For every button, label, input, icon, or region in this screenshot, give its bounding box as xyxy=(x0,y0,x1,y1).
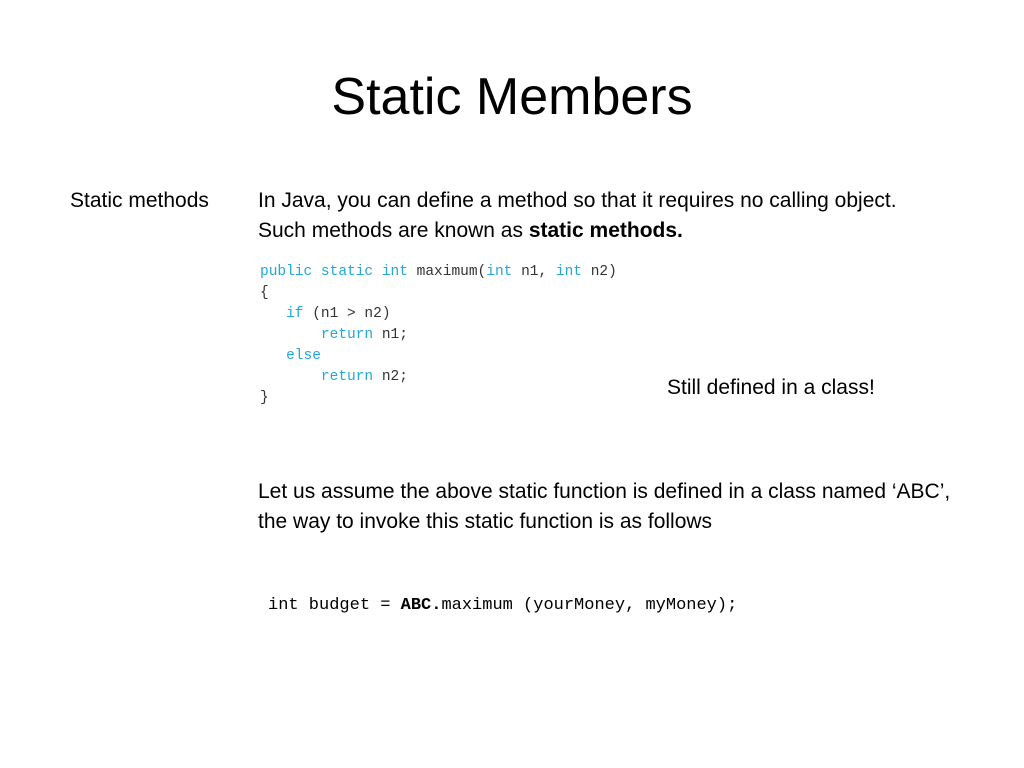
code-keyword: int xyxy=(555,264,582,280)
code-token xyxy=(260,306,286,322)
code-token xyxy=(260,369,321,385)
assume-paragraph: Let us assume the above static function is defined in a class named ‘ABC’, the way to invoke this static function is as follows xyxy=(258,480,951,533)
invoke-class-name: ABC. xyxy=(400,596,442,615)
code-keyword: else xyxy=(286,348,321,364)
note-text: Still defined in a class! xyxy=(667,376,875,399)
code-line xyxy=(260,304,617,325)
code-line xyxy=(260,283,617,304)
code-token: (n1 > n2) xyxy=(303,306,391,322)
code-keyword: return xyxy=(320,369,374,385)
side-label: Static methods xyxy=(70,189,209,212)
code-line xyxy=(260,325,617,346)
code-line xyxy=(260,346,617,367)
code-line xyxy=(260,388,617,409)
code-keyword: if xyxy=(286,306,304,322)
code-token: { xyxy=(260,285,269,301)
code-line xyxy=(260,367,617,388)
code-keyword: return xyxy=(320,327,374,343)
invoke-code xyxy=(268,594,737,618)
code-token xyxy=(260,327,321,343)
code-line xyxy=(260,262,617,283)
intro-bold-term: static methods. xyxy=(528,219,683,242)
intro-text: In Java, you can define a method so that it requires no calling object. Such methods are known as xyxy=(258,189,897,242)
invoke-prefix: int budget = xyxy=(268,596,401,615)
code-token: maximum( xyxy=(407,264,487,280)
code-token: n1, xyxy=(512,264,556,280)
code-keyword: public static int xyxy=(260,264,408,280)
code-token: n2) xyxy=(582,264,617,280)
code-keyword: int xyxy=(486,264,513,280)
code-token: } xyxy=(260,390,269,406)
code-block xyxy=(260,262,617,409)
code-token xyxy=(260,348,286,364)
code-token: n2; xyxy=(373,369,408,385)
slide-title: Static Members xyxy=(331,68,693,126)
invoke-suffix: maximum (yourMoney, myMoney); xyxy=(441,596,738,615)
code-token: n1; xyxy=(373,327,408,343)
intro-paragraph xyxy=(258,186,938,246)
